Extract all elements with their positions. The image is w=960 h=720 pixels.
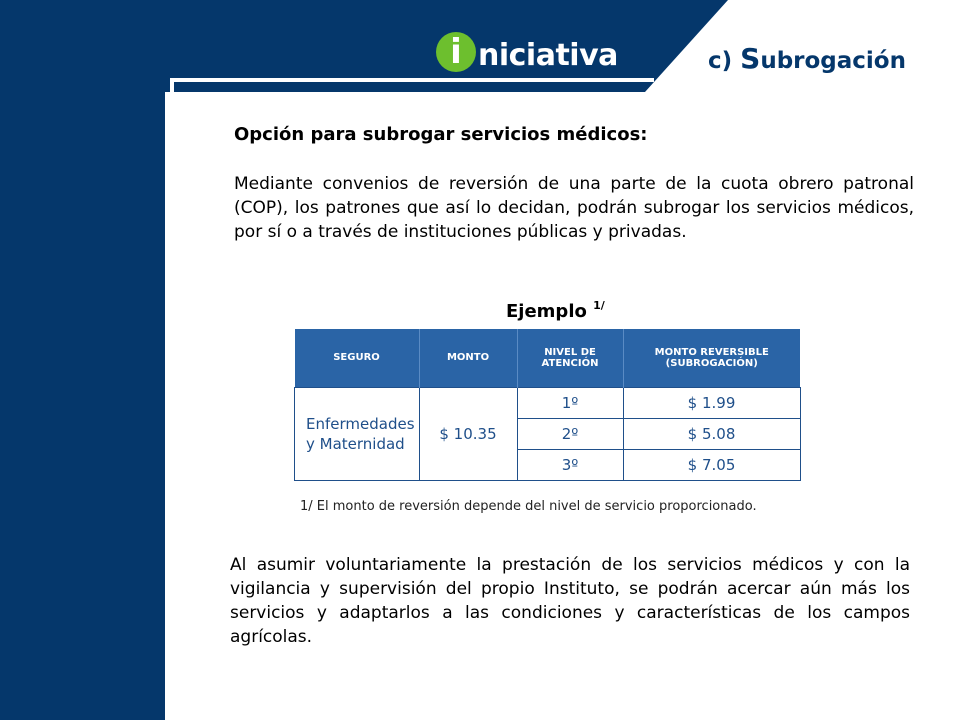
cell-seguro: Enfermedades y Maternidad bbox=[295, 387, 420, 480]
example-label: Ejemplo bbox=[506, 301, 587, 322]
section-title bbox=[708, 42, 906, 75]
cell-monto: $ 10.35 bbox=[419, 387, 517, 480]
cell-nivel: 1º bbox=[517, 387, 623, 418]
cell-nivel: 2º bbox=[517, 418, 623, 449]
section-initial: S bbox=[740, 42, 761, 75]
logo-wordmark: niciativa bbox=[478, 37, 618, 73]
left-band bbox=[0, 0, 165, 720]
section-rest: ubrogación bbox=[760, 48, 906, 74]
table-row bbox=[295, 387, 801, 418]
header-nivel: NIVEL DE ATENCIÓN bbox=[517, 329, 623, 387]
table-header-row bbox=[295, 329, 801, 387]
subrogation-table bbox=[294, 329, 801, 481]
cell-reversible: $ 7.05 bbox=[623, 449, 800, 480]
header-monto: MONTO bbox=[419, 329, 517, 387]
section-prefix: c) bbox=[708, 48, 741, 74]
page-heading: Opción para subrogar servicios médicos: bbox=[234, 124, 648, 145]
header-reversible: MONTO REVERSIBLE (SUBROGACIÓN) bbox=[623, 329, 800, 387]
closing-paragraph: Al asumir voluntariamente la prestación de los servicios médicos y con la vigilancia y supervisión del propio Instituto, se podrán acercar aún más los servicios y adaptarlos a las condiciones y características de los campos agrícolas. bbox=[230, 555, 910, 647]
cell-reversible: $ 1.99 bbox=[623, 387, 800, 418]
intro-paragraph: Mediante convenios de reversión de una parte de la cuota obrero patronal (COP), los patrones que así lo decidan, podrán subrogar los servicios médicos, por sí o a través de instituciones públicas y privadas. bbox=[234, 174, 914, 242]
header-seguro: SEGURO bbox=[295, 329, 420, 387]
example-title bbox=[506, 299, 605, 322]
logo-i-mark: i bbox=[436, 32, 476, 72]
example-note-marker: 1/ bbox=[593, 299, 605, 312]
cell-nivel: 3º bbox=[517, 449, 623, 480]
iniciativa-logo bbox=[436, 24, 618, 80]
table-footnote: 1/ El monto de reversión depende del nivel de servicio proporcionado. bbox=[300, 499, 757, 514]
cell-reversible: $ 5.08 bbox=[623, 418, 800, 449]
